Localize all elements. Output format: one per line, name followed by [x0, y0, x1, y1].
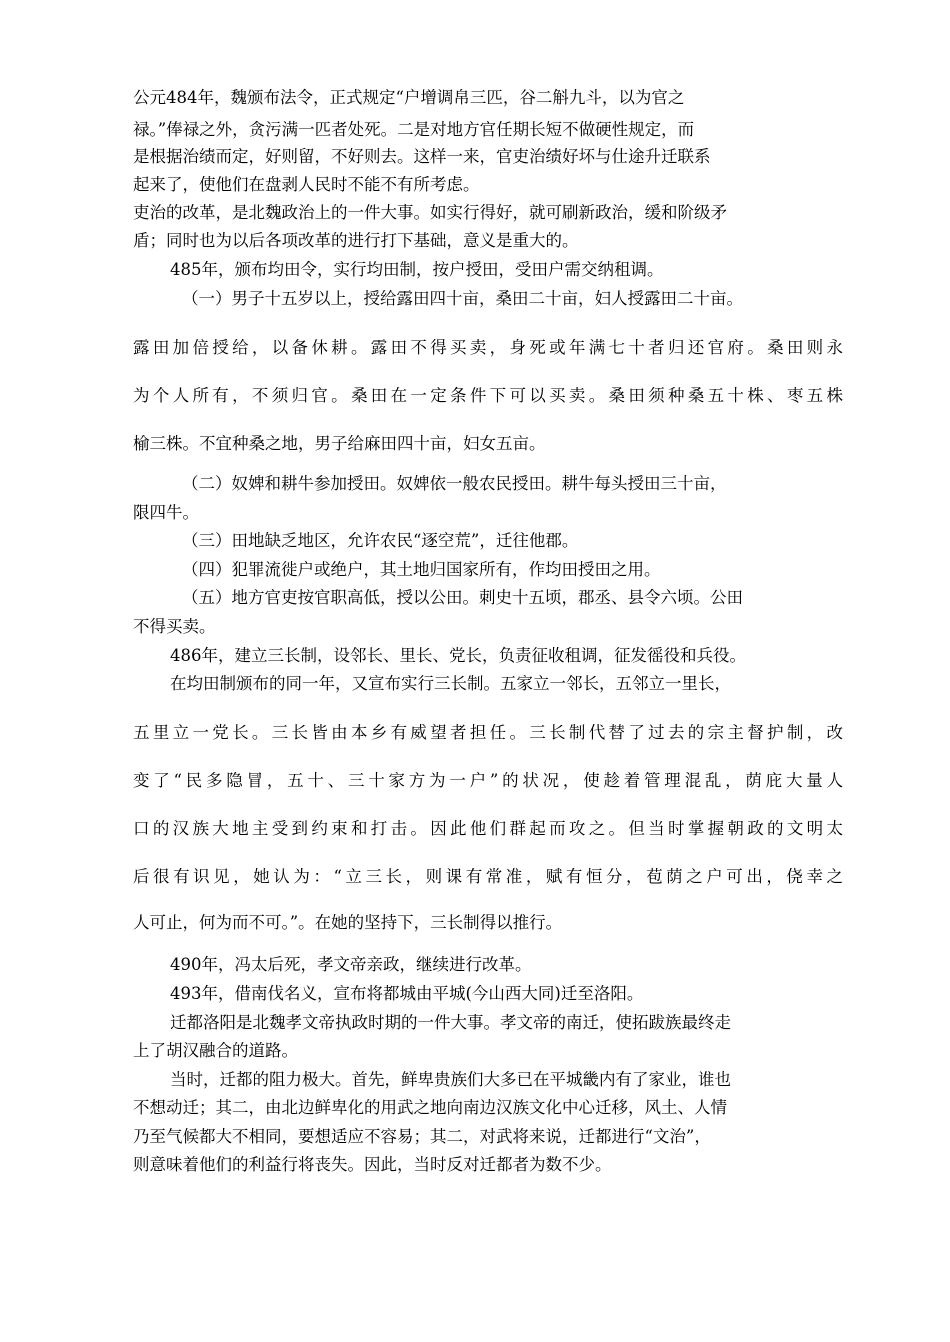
text-line: 五里立一党长。三长皆由本乡有威望者担任。三长制代替了过去的宗主督护制，改	[133, 723, 843, 742]
text-line: 为个人所有，不须归官。桑田在一定条件下可以买卖。桑田须种桑五十株、枣五株	[133, 386, 843, 405]
text-line: 是根据治绩而定，好则留，不好则去。这样一来，官吏治绩好坏与仕途升迁联系	[133, 147, 711, 166]
text-line: 485年，颁布均田令，实行均田制，按户授田，受田户需交纳租调。	[170, 260, 664, 279]
text-line: 人可止，何为而不可。”。在她的坚持下，三长制得以推行。	[133, 913, 563, 932]
text-line: 盾；同时也为以后各项改革的进行打下基础，意义是重大的。	[133, 231, 579, 250]
text-line: 公元484年，魏颁布法令，正式规定“户增调帛三匹，谷二斛九斗，以为官之	[133, 88, 685, 107]
text-line: 则意味着他们的利益行将丧失。因此，当时反对迁都者为数不少。	[133, 1155, 612, 1174]
text-line: （三）田地缺乏地区，允许农民“逐空荒”，迁往他郡。	[182, 531, 579, 550]
text-line: 上了胡汉融合的道路。	[133, 1041, 298, 1060]
text-line: 后很有识见，她认为：“立三长，则课有常准，赋有恒分，苞荫之户可出，侥幸之	[133, 867, 843, 886]
text-line: 露田加倍授给，以备休耕。露田不得买卖，身死或年满七十者归还官府。桑田则永	[133, 338, 843, 357]
text-line: （四）犯罪流徙户或绝户，其土地归国家所有，作均田授田之用。	[182, 560, 661, 579]
text-line: 486年，建立三长制，设邻长、里长、党长，负责征收租调，征发徭役和兵役。	[170, 646, 746, 665]
text-line: 乃至气候都大不相同，要想适应不容易；其二，对武将来说，迁都进行“文治”，	[133, 1127, 711, 1146]
text-line: 不得买卖。	[133, 617, 216, 636]
text-line: （五）地方官吏按官职高低，授以公田。刺史十五顷，郡丞、县令六顷。公田	[182, 588, 743, 607]
text-line: 榆三株。不宜种桑之地，男子给麻田四十亩，妇女五亩。	[133, 434, 546, 453]
text-line: （二）奴婢和耕牛参加授田。奴婢依一般农民授田。耕牛每头授田三十亩，	[182, 474, 727, 493]
text-line: 490年，冯太后死，孝文帝亲政，继续进行改革。	[170, 955, 532, 974]
text-line: 在均田制颁布的同一年，又宣布实行三长制。五家立一邻长，五邻立一里长，	[170, 674, 731, 693]
text-line: 不想动迁；其二，由北边鲜卑化的用武之地向南边汉族文化中心迁移，风土、人情	[133, 1098, 727, 1117]
text-line: 吏治的改革，是北魏政治上的一件大事。如实行得好，就可刷新政治，缓和阶级矛	[133, 203, 727, 222]
text-line: 口的汉族大地主受到约束和打击。因此他们群起而攻之。但当时掌握朝政的文明太	[133, 819, 843, 838]
text-line: 禄。”俸禄之外，贪污满一匹者处死。二是对地方官任期长短不做硬性规定，而	[133, 120, 695, 139]
text-line: 限四牛。	[133, 503, 199, 522]
text-line: 493年，借南伐名义，宣布将都城由平城(今山西大同)迁至洛阳。	[170, 984, 644, 1003]
text-line: 变了“民多隐冒，五十、三十家方为一户”的状况，使趁着管理混乱，荫庇大量人	[133, 771, 843, 790]
text-line: 迁都洛阳是北魏孝文帝执政时期的一件大事。孝文帝的南迁，使拓跋族最终走	[170, 1013, 731, 1032]
text-line: （一）男子十五岁以上，授给露田四十亩，桑田二十亩，妇人授露田二十亩。	[182, 289, 743, 308]
text-line: 当时，迁都的阻力极大。首先，鲜卑贵族们大多已在平城畿内有了家业，谁也	[170, 1070, 731, 1089]
text-line: 起来了，使他们在盘剥人民时不能不有所考虑。	[133, 175, 480, 194]
